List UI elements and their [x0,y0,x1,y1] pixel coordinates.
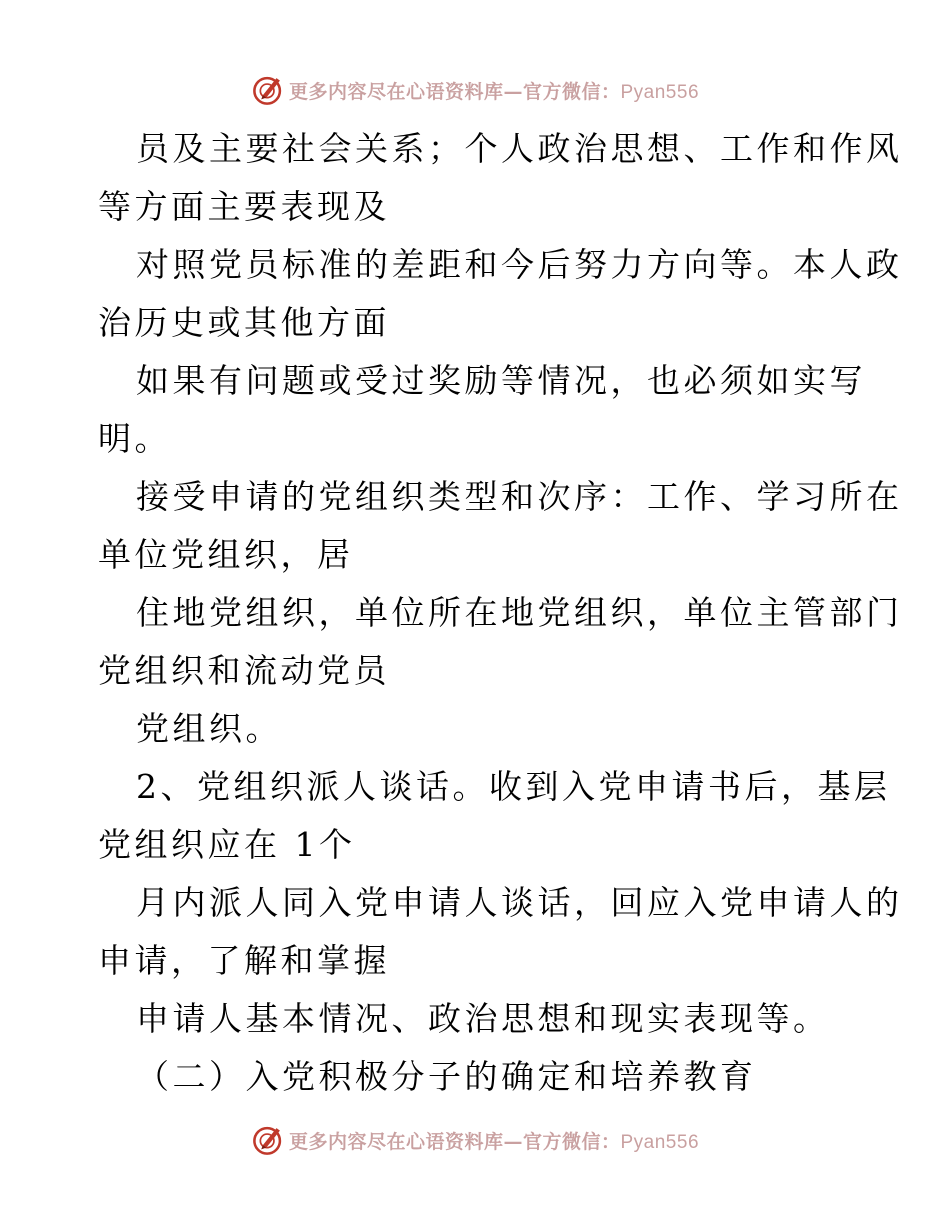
watermark-id: Pyan556 [620,81,700,103]
text-line: 党组织。 [136,709,282,748]
pen-logo-icon [251,1123,285,1157]
text-line: 员及主要社会关系；个人政治思想、工作和作风 [136,129,903,168]
watermark-text: 更多内容尽在心语资料库—官方微信：Pyan556 [288,1130,700,1153]
text-line: 2、党组织派人谈话。收到入党申请书后，基层 [136,767,891,806]
watermark-footer [0,1120,950,1160]
text-line: 如果有问题或受过奖励等情况，也必须如实写 [136,361,866,400]
document-body [98,120,903,1106]
text-line: 等方面主要表现及 [98,187,390,226]
text-line: 月内派人同入党申请人谈话，回应入党申请人的 [136,883,903,922]
text-line: 党组织和流动党员 [98,651,390,690]
pen-logo-icon [251,73,285,107]
text-line: 申请，了解和掌握 [98,941,390,980]
watermark-id: Pyan556 [620,1131,700,1153]
text-line: 住地党组织，单位所在地党组织，单位主管部门 [136,593,903,632]
text-line: 党组织应在 1个 [98,825,356,864]
watermark-header [0,70,950,110]
text-line: 对照党员标准的差距和今后努力方向等。本人政 [136,245,903,284]
section-heading: （二）入党积极分子的确定和培养教育 [136,1057,757,1096]
text-line: 明。 [98,419,171,458]
watermark-text: 更多内容尽在心语资料库—官方微信：Pyan556 [288,80,700,103]
text-line: 接受申请的党组织类型和次序：工作、学习所在 [136,477,903,516]
text-line: 治历史或其他方面 [98,303,390,342]
text-line: 单位党组织，居 [98,535,354,574]
text-line: 申请人基本情况、政治思想和现实表现等。 [136,999,830,1038]
